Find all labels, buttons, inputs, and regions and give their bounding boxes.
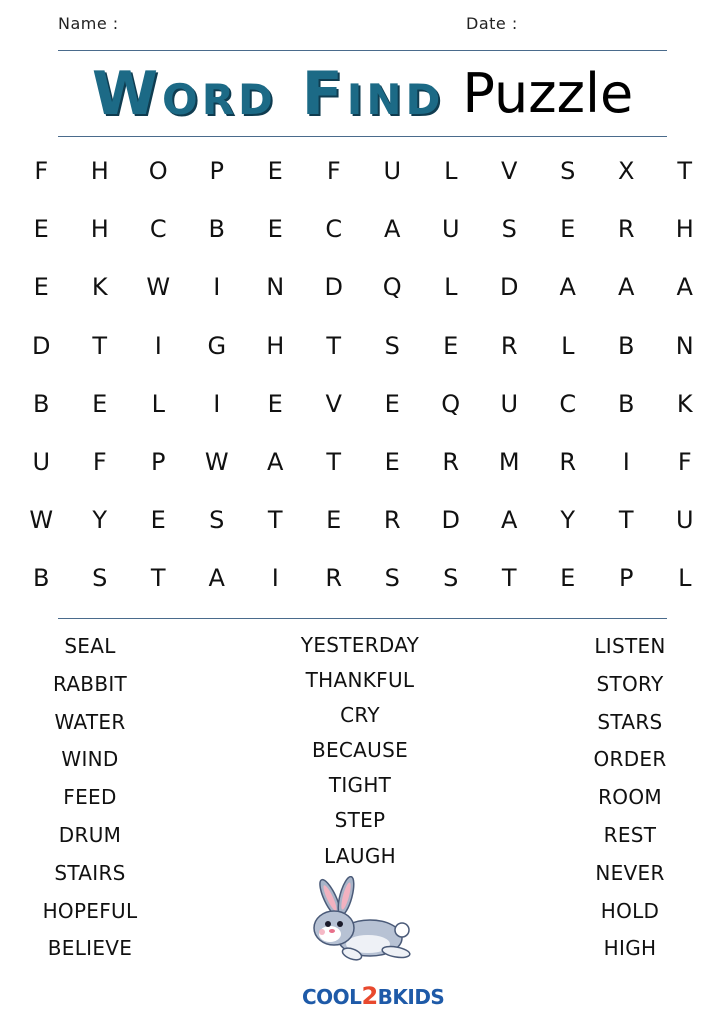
- word-list-item: HOPEFUL: [42, 898, 138, 923]
- grid-cell: B: [33, 564, 50, 593]
- word-list-item: NEVER: [595, 860, 665, 885]
- grid-cell: N: [266, 273, 285, 302]
- grid-cell: B: [618, 389, 635, 418]
- word-list-item: DRUM: [58, 822, 122, 847]
- grid-cell: R: [559, 448, 577, 477]
- grid-cell: W: [146, 273, 171, 302]
- grid-cell: W: [204, 448, 229, 477]
- grid-cell: R: [383, 506, 401, 535]
- grid-cell: T: [501, 564, 517, 593]
- grid-cell: V: [501, 157, 518, 186]
- word-list-item: LISTEN: [594, 634, 666, 658]
- word-list-item: STEP: [334, 808, 386, 833]
- word-list-item: ORDER: [593, 747, 667, 772]
- grid-cell: H: [675, 215, 694, 244]
- grid-cell: T: [326, 331, 342, 360]
- grid-cell: T: [267, 506, 283, 535]
- grid-cell: S: [92, 564, 108, 593]
- grid-cell: I: [622, 448, 630, 477]
- grid-cell: A: [267, 448, 284, 477]
- grid-cell: Y: [92, 506, 108, 535]
- grid-cell: A: [501, 506, 518, 535]
- grid-cell: T: [92, 331, 108, 360]
- grid-cell: S: [384, 564, 400, 593]
- grid-cell: I: [271, 564, 279, 593]
- brand-logo: COOL2BKIDS: [302, 982, 445, 1010]
- grid-cell: L: [444, 157, 458, 186]
- word-list-column-1: [20, 630, 160, 970]
- grid-cell: A: [559, 273, 576, 302]
- word-list-item: LAUGH: [324, 843, 396, 868]
- grid-cell: E: [267, 157, 283, 186]
- date-label: Date :: [466, 14, 518, 33]
- grid-row: [12, 549, 714, 607]
- grid-cell: R: [325, 564, 343, 593]
- grid-cell: S: [384, 331, 400, 360]
- grid-cell: A: [384, 215, 401, 244]
- grid-cell: S: [209, 506, 225, 535]
- word-list-item: WIND: [61, 747, 119, 772]
- grid-cell: F: [677, 448, 692, 477]
- grid-cell: E: [92, 389, 108, 418]
- grid-cell: L: [151, 389, 165, 418]
- grid-cell: E: [384, 389, 400, 418]
- grid-cell: E: [326, 506, 342, 535]
- word-list-item: REST: [603, 822, 657, 847]
- word-list-item: WATER: [54, 709, 126, 734]
- name-label: Name :: [58, 14, 119, 33]
- grid-cell: E: [443, 331, 459, 360]
- rabbit-illustration: [300, 876, 420, 972]
- grid-cell: E: [33, 273, 49, 302]
- word-list-item: STARS: [597, 709, 663, 734]
- grid-cell: C: [559, 389, 577, 418]
- grid-cell: E: [560, 564, 576, 593]
- grid-cell: A: [618, 273, 635, 302]
- grid-cell: I: [213, 273, 221, 302]
- grid-cell: R: [617, 215, 635, 244]
- grid-row: [12, 317, 714, 375]
- grid-cell: U: [383, 157, 402, 186]
- word-list-item: HIGH: [603, 936, 657, 961]
- grid-cell: X: [618, 157, 635, 186]
- grid-cell: L: [444, 273, 458, 302]
- grid-cell: R: [442, 448, 460, 477]
- grid-cell: S: [443, 564, 459, 593]
- word-list-item: STAIRS: [54, 860, 126, 885]
- word-list-item: TIGHT: [328, 773, 392, 798]
- word-list-item: THANKFUL: [305, 668, 415, 693]
- grid-cell: B: [33, 389, 50, 418]
- grid-cell: F: [92, 448, 107, 477]
- grid-cell: T: [326, 448, 342, 477]
- grid-cell: H: [266, 331, 285, 360]
- grid-cell: R: [500, 331, 518, 360]
- grid-cell: B: [208, 215, 225, 244]
- grid-cell: K: [676, 389, 693, 418]
- grid-cell: E: [267, 215, 283, 244]
- grid-cell: I: [213, 389, 221, 418]
- grid-cell: K: [91, 273, 108, 302]
- grid-cell: P: [151, 448, 166, 477]
- word-list-column-2: [280, 630, 440, 876]
- grid-cell: C: [149, 215, 167, 244]
- grid-divider: [58, 618, 667, 619]
- grid-cell: E: [267, 389, 283, 418]
- grid-row: [12, 433, 714, 491]
- grid-cell: E: [33, 215, 49, 244]
- word-list-item: RABBIT: [52, 671, 128, 696]
- grid-cell: D: [441, 506, 460, 535]
- word-list-item: HOLD: [600, 898, 660, 923]
- grid-cell: E: [384, 448, 400, 477]
- grid-cell: L: [678, 564, 692, 593]
- grid-cell: T: [150, 564, 166, 593]
- grid-cell: M: [498, 448, 520, 477]
- grid-cell: S: [501, 215, 517, 244]
- word-list-item: YESTERDAY: [300, 633, 420, 657]
- header-underline: [58, 12, 667, 51]
- grid-cell: T: [618, 506, 634, 535]
- grid-row: [12, 375, 714, 433]
- word-list-item: SEAL: [64, 634, 116, 658]
- grid-cell: U: [675, 506, 694, 535]
- title-divider: [58, 136, 667, 137]
- grid-cell: I: [154, 331, 162, 360]
- word-list-item: FEED: [63, 785, 117, 810]
- grid-cell: T: [677, 157, 693, 186]
- word-list-item: ROOM: [598, 785, 662, 810]
- grid-cell: O: [148, 157, 168, 186]
- grid-cell: D: [32, 331, 51, 360]
- word-list-item: CRY: [340, 703, 380, 728]
- grid-row: [12, 258, 714, 316]
- grid-row: [12, 200, 714, 258]
- grid-cell: E: [560, 215, 576, 244]
- page-title: [58, 56, 667, 132]
- grid-cell: U: [32, 448, 51, 477]
- grid-cell: D: [324, 273, 343, 302]
- grid-cell: U: [500, 389, 519, 418]
- grid-row: [12, 142, 714, 200]
- grid-cell: B: [618, 331, 635, 360]
- grid-cell: Y: [560, 506, 576, 535]
- grid-cell: F: [326, 157, 341, 186]
- grid-cell: F: [34, 157, 49, 186]
- word-list-item: BECAUSE: [311, 738, 409, 763]
- grid-cell: A: [676, 273, 693, 302]
- grid-cell: S: [560, 157, 576, 186]
- grid-cell: A: [208, 564, 225, 593]
- grid-cell: U: [441, 215, 460, 244]
- grid-cell: E: [150, 506, 166, 535]
- grid-cell: H: [90, 215, 109, 244]
- title-main: Word Find: [91, 59, 445, 129]
- grid-cell: W: [29, 506, 54, 535]
- word-list-item: BELIEVE: [47, 936, 133, 961]
- grid-cell: P: [619, 564, 634, 593]
- grid-cell: Q: [382, 273, 402, 302]
- grid-cell: H: [90, 157, 109, 186]
- grid-cell: P: [209, 157, 224, 186]
- grid-cell: V: [325, 389, 342, 418]
- grid-cell: C: [325, 215, 343, 244]
- grid-row: [12, 491, 714, 549]
- grid-cell: L: [561, 331, 575, 360]
- grid-cell: D: [500, 273, 519, 302]
- word-list-column-3: [560, 630, 700, 970]
- grid-cell: N: [675, 331, 694, 360]
- title-sub: Puzzle: [462, 62, 634, 125]
- word-list-item: STORY: [596, 671, 664, 696]
- letter-grid: [12, 142, 714, 608]
- grid-cell: Q: [441, 389, 461, 418]
- grid-cell: G: [207, 331, 227, 360]
